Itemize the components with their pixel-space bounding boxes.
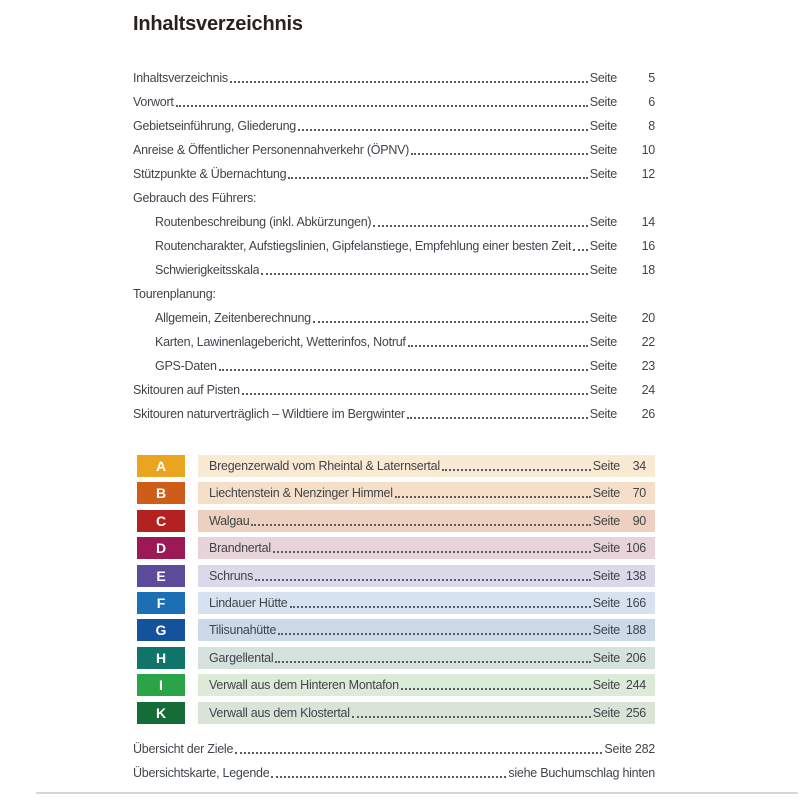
leader-dots: [373, 225, 587, 227]
page-word: Seite: [592, 678, 620, 693]
page-word: Seite: [592, 541, 620, 556]
leader-dots: [442, 469, 591, 471]
toc-entry-label: GPS-Daten: [155, 359, 217, 373]
toc-list: [133, 66, 655, 426]
section-row: [137, 592, 655, 614]
section-letter-badge: D: [137, 537, 185, 559]
section-letter-badge: A: [137, 455, 185, 477]
page-word: Seite: [589, 71, 617, 85]
page-word: Seite: [592, 595, 620, 610]
page-word: Seite: [589, 407, 617, 421]
leader-dots: [352, 716, 591, 718]
section-bar: [198, 510, 655, 532]
section-letter-badge: G: [137, 619, 185, 641]
toc-entry-label: Skitouren naturverträglich – Wildtiere im Bergwinter: [133, 407, 405, 421]
toc-entry: [133, 282, 655, 306]
leader-dots: [288, 177, 587, 179]
page-number: 8: [648, 119, 655, 133]
toc-entry-label: Routencharakter, Aufstiegslinien, Gipfelanstiege, Empfehlung einer besten Zeit: [155, 239, 572, 253]
toc-entry: [133, 114, 655, 138]
toc-entry-label: Stützpunkte & Übernachtung: [133, 167, 287, 181]
page-word: Seite: [589, 143, 617, 157]
section-bar: [198, 674, 655, 696]
toc-entry: [133, 66, 655, 90]
toc-entry-label: Vorwort: [133, 95, 174, 109]
toc-entry-label: Allgemein, Zeitenberechnung: [155, 311, 311, 325]
page-number: 90: [632, 513, 646, 528]
toc-entry: [133, 162, 655, 186]
section-row: [137, 674, 655, 696]
page-word: Seite: [592, 568, 620, 583]
toc-entry: [133, 402, 655, 426]
section-row: [137, 565, 655, 587]
toc-entry: [133, 210, 655, 234]
section-bar: [198, 482, 655, 504]
section-label: Schruns: [209, 568, 254, 583]
toc-entry-label: Skitouren auf Pisten: [133, 383, 240, 397]
section-letter-badge: F: [137, 592, 185, 614]
page-number: 24: [641, 383, 655, 397]
page-number: 6: [648, 95, 655, 109]
leader-dots: [273, 551, 591, 553]
section-letter-badge: B: [137, 482, 185, 504]
leader-dots: [251, 524, 590, 526]
page-number: 256: [625, 705, 646, 720]
page-title: Inhaltsverzeichnis: [133, 13, 303, 35]
section-bar: [198, 565, 655, 587]
section-row: [137, 647, 655, 669]
section-row: [137, 702, 655, 724]
toc-entry: [133, 330, 655, 354]
page-number: 138: [625, 568, 646, 583]
footer-entry-right: siehe Buchumschlag hinten: [508, 766, 655, 780]
toc-entry-label: Gebietseinführung, Gliederung: [133, 119, 297, 133]
leader-dots: [230, 81, 588, 83]
page-number: 206: [625, 650, 646, 665]
section-row: [137, 619, 655, 641]
leader-dots: [407, 417, 588, 419]
leader-dots: [242, 393, 588, 395]
section-label: Lindauer Hütte: [209, 595, 288, 610]
footer-entry-label: Übersichtskarte, Legende: [133, 766, 270, 780]
section-label: Verwall aus dem Klostertal: [209, 705, 350, 720]
section-bar: [198, 592, 655, 614]
toc-entry-label: Anreise & Öffentlicher Personennahverkehr (ÖPNV): [133, 143, 410, 157]
leader-dots: [401, 688, 591, 690]
page-word: Seite: [592, 705, 620, 720]
page-word: Seite: [589, 119, 617, 133]
section-label: Bregenzerwald vom Rheintal & Laternsertal: [209, 459, 440, 473]
section-list: [137, 455, 655, 729]
page-word: Seite: [589, 359, 617, 373]
footer-entry-right: Seite 282: [604, 742, 655, 756]
page-number: 23: [641, 359, 655, 373]
toc-entry: [133, 258, 655, 282]
section-bar: [198, 702, 655, 724]
leader-dots: [573, 249, 588, 251]
section-row: [137, 537, 655, 559]
page-word: Seite: [589, 215, 617, 229]
toc-entry-label: Tourenplanung:: [133, 287, 216, 301]
leader-dots: [290, 606, 591, 608]
page-number: 188: [625, 623, 646, 638]
toc-entry: [133, 186, 655, 210]
section-letter-badge: I: [137, 674, 185, 696]
page-number: 5: [648, 71, 655, 85]
page-number: 166: [625, 595, 646, 610]
leader-dots: [261, 273, 587, 275]
leader-dots: [408, 345, 588, 347]
page-number: 244: [625, 678, 646, 693]
section-bar: [198, 455, 655, 477]
page-number: 16: [641, 239, 655, 253]
footer-list: [133, 737, 655, 785]
section-row: [137, 510, 655, 532]
toc-entry-label: Gebrauch des Führers:: [133, 191, 257, 205]
page-number: 22: [641, 335, 655, 349]
toc-entry: [133, 234, 655, 258]
section-row: [137, 455, 655, 477]
toc-entry: [133, 90, 655, 114]
section-bar: [198, 537, 655, 559]
page-word: Seite: [589, 95, 617, 109]
page-word: Seite: [589, 239, 617, 253]
toc-entry: [133, 378, 655, 402]
leader-dots: [255, 579, 591, 581]
page-word: Seite: [589, 335, 617, 349]
page-word: Seite: [589, 263, 617, 277]
page-word: Seite: [592, 513, 620, 528]
leader-dots: [235, 752, 602, 754]
page-edge-shadow: [36, 792, 798, 794]
section-label: Tilisunahütte: [209, 623, 277, 638]
page-word: Seite: [592, 650, 620, 665]
leader-dots: [298, 129, 588, 131]
section-label: Verwall aus dem Hinteren Montafon: [209, 678, 399, 693]
leader-dots: [219, 369, 588, 371]
leader-dots: [176, 105, 588, 107]
page-number: 34: [632, 459, 646, 473]
page-word: Seite: [589, 311, 617, 325]
page-number: 10: [641, 143, 655, 157]
toc-entry: [133, 354, 655, 378]
footer-entry-label: Übersicht der Ziele: [133, 742, 234, 756]
page-number: 70: [632, 486, 646, 501]
section-letter-badge: K: [137, 702, 185, 724]
page-word: Seite: [589, 383, 617, 397]
page-word: Seite: [592, 459, 620, 473]
page-number: 18: [641, 263, 655, 277]
toc-entry: [133, 306, 655, 330]
toc-entry-label: Inhaltsverzeichnis: [133, 71, 228, 85]
leader-dots: [271, 776, 506, 778]
page-number: 20: [641, 311, 655, 325]
leader-dots: [275, 661, 590, 663]
footer-entry: [133, 737, 655, 761]
section-label: Liechtenstein & Nenzinger Himmel: [209, 486, 393, 501]
leader-dots: [395, 496, 591, 498]
section-bar: [198, 619, 655, 641]
page-word: Seite: [592, 623, 620, 638]
page-word: Seite: [589, 167, 617, 181]
section-row: [137, 482, 655, 504]
toc-entry: [133, 138, 655, 162]
toc-entry-label: Routenbeschreibung (inkl. Abkürzungen): [155, 215, 372, 229]
page-number: 12: [641, 167, 655, 181]
section-label: Brandnertal: [209, 541, 271, 556]
section-letter-badge: H: [137, 647, 185, 669]
page-word: Seite: [592, 486, 620, 501]
section-label: Walgau: [209, 513, 250, 528]
leader-dots: [313, 321, 588, 323]
page-number: 26: [641, 407, 655, 421]
section-label: Gargellental: [209, 650, 274, 665]
toc-entry-label: Schwierigkeitsskala: [155, 263, 260, 277]
section-letter-badge: C: [137, 510, 185, 532]
toc-entry-label: Karten, Lawinenlagebericht, Wetterinfos, Notruf: [155, 335, 406, 349]
leader-dots: [278, 633, 591, 635]
section-letter-badge: E: [137, 565, 185, 587]
page-number: 14: [641, 215, 655, 229]
section-bar: [198, 647, 655, 669]
footer-entry: [133, 761, 655, 785]
page-number: 106: [625, 541, 646, 556]
leader-dots: [411, 153, 588, 155]
